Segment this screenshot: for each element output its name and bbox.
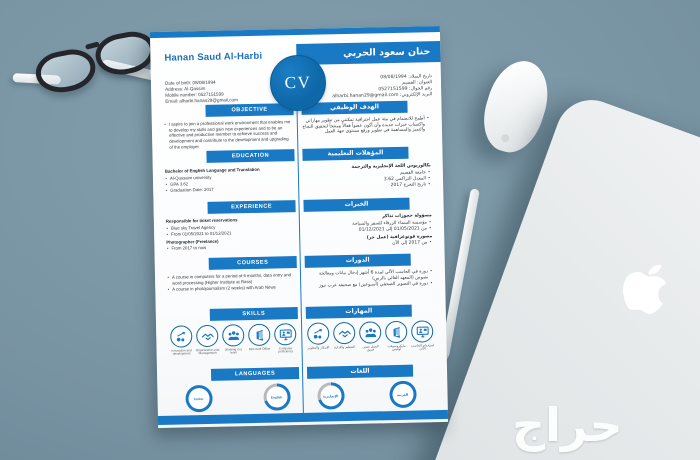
language-label: Arabic (188, 388, 209, 409)
experience-item: • From 2017 to now (166, 244, 294, 252)
experience-block-en (166, 216, 295, 252)
skill-cell (195, 325, 220, 356)
job-title: مسؤولة حجوزات تذاكر (382, 213, 432, 220)
skill-cell (332, 322, 357, 353)
name-band-arabic (296, 41, 440, 65)
haraj-watermark: حراج (512, 398, 623, 452)
skill-cell (273, 323, 298, 354)
cv-monogram-text: CV (284, 72, 312, 93)
language-label: العربية (392, 384, 413, 405)
skill-label: استخدام الحاسب الآلي (410, 342, 435, 351)
monitor-icon (274, 323, 296, 345)
contact-line: Address: Al-Qassim (165, 86, 206, 92)
education-item: • جامعة القصيم (303, 170, 431, 178)
section-header-education-en: EDUCATION (206, 149, 294, 163)
office-icon (248, 324, 270, 346)
education-item: • تاريخ التخرج 2017 (303, 182, 431, 190)
section-header-objective-en: OBJECTIVE (205, 103, 293, 117)
name-arabic: حنان سعود الحربي (342, 46, 431, 60)
skill-cell (306, 322, 331, 353)
section-header-skills-ar: المهارات (306, 305, 412, 319)
section-header-courses-ar: الدورات (305, 254, 411, 268)
language-ring-arabic-ar (389, 381, 417, 409)
contact-line: البريد الإلكتروني: alharbi.hanan29@gmail.com (332, 92, 433, 100)
contact-block-arabic (312, 74, 432, 101)
handshake-icon (333, 322, 355, 344)
office-icon (385, 321, 407, 343)
skill-label: Innovation and development (171, 347, 192, 356)
contact-line: رقم الجوال: 0527151599 (378, 86, 433, 93)
monitor-icon (411, 320, 433, 342)
experience-item: • Blue sky Travel Agency (166, 223, 294, 231)
contact-block-english (165, 78, 275, 105)
contact-line: تاريخ الميلاد: 08/08/1994 (380, 74, 432, 81)
cv-document (150, 26, 448, 428)
objective-item: • أطمح للانضمام في بيئة عمل احترافية تمكنني من تطوير مهاراتي واكتساب خبرات جديدة وأن أكون عضواً فعالاً ومنتجاً لتحقيق النجاح والتميز والمساهمة في تطوير ورفع مستوى جهة العمل (302, 116, 430, 136)
section-header-experience-en: EXPERIENCE (207, 200, 295, 214)
name-english: Hanan Saud Al-Harbi (164, 50, 263, 64)
section-header-skills-en: SKILLS (210, 307, 298, 321)
skill-cell (384, 321, 409, 352)
experience-item: • من 01/05/2021 إلى 01/12/2021 (304, 226, 432, 234)
people-growth-icon (307, 322, 329, 344)
language-ring-english-ar (317, 382, 345, 410)
skill-label: Working in a team (224, 346, 243, 355)
skill-label: Organization and Management (195, 347, 220, 356)
experience-block-ar (304, 213, 433, 249)
contact-line: Email: alharbi.hanan29@gmail.com (165, 97, 238, 105)
education-item: • Graduation Date: 2017 (165, 185, 293, 193)
skill-label: الابتكار والتطوير (307, 344, 330, 350)
language-label: الإنجليزية (320, 385, 341, 406)
eyeglasses (9, 20, 172, 120)
team-icon (359, 321, 381, 343)
experience-item: • From 01/05/2021 to 01/12/2021 (166, 229, 294, 237)
contact-line: Mobile number: 0527151599 (165, 91, 224, 98)
skill-cell (247, 324, 272, 355)
skill-label: التنظيم والإدارة (333, 344, 356, 349)
section-header-experience-ar: الخبرات (303, 198, 409, 212)
education-block-ar (303, 163, 431, 191)
objective-text-ar (302, 116, 430, 136)
skills-row-en (169, 323, 298, 357)
job-title: مصورة فوتوغرافية (عمل حر) (366, 234, 433, 241)
course-item: • A course in photojournalism (2 weeks) with Arab News (167, 284, 295, 292)
degree-title: بكالوريوس اللغة الإنجليزية والترجمة (351, 163, 431, 170)
page-top-strip (150, 26, 440, 38)
course-item: • دورة في التصوير الصحفي (أسبوعين) مع صحيفة عرب نيوز (305, 281, 433, 289)
courses-block-en (167, 272, 295, 293)
education-block-en (165, 166, 293, 194)
contact-line: العنوان: القصيم (402, 80, 433, 86)
education-item: • Al-Qussaim university (165, 173, 293, 181)
job-title: Photographer (Freelance) (166, 238, 219, 245)
skill-label: العمل ضمن فريق (362, 343, 379, 352)
handshake-icon (196, 325, 218, 347)
experience-item: • مؤسسة السماء الزرقاء للسفر والسياحة (304, 220, 432, 228)
experience-item: • من 2017 إلى الآن (304, 241, 432, 249)
objective-text-en (164, 119, 293, 151)
section-header-courses-en: COURSES (209, 256, 297, 270)
section-header-languages-en: LANGUAGES (211, 367, 299, 381)
skill-cell (169, 325, 194, 356)
mouse-logo-mark (500, 133, 510, 143)
eyeglasses-lens-left (32, 45, 99, 97)
language-ring-arabic-en (185, 385, 213, 413)
skills-row-ar (306, 320, 435, 354)
skill-label: Computer proficiency (278, 345, 294, 354)
course-item: • دورة في الحاسب الآلي لمدة 6 أشهر إدخال بيانات ومعالجة نصوص (المعهد العالي بالرس) (305, 269, 433, 283)
page-footer-strip (158, 410, 448, 425)
skill-cell (358, 321, 383, 352)
job-title: Responsible for ticket reservations (165, 217, 238, 224)
section-header-objective-ar: الهدف الوظيفي (301, 101, 407, 115)
skill-label: مايكروسوفت أوفيس (387, 343, 406, 352)
language-label: English (266, 386, 287, 407)
degree-title: Bachelor of English Language and Translation (164, 166, 260, 174)
objective-item: • I aspire to join a professional work environment that enables me to develop my skills and gain new experiences and to be an effective and productive member to achieve success and development and contribute to the development and upgrading of the employer (164, 119, 293, 150)
section-header-languages-ar: اللغات (307, 365, 413, 379)
skill-cell (410, 320, 435, 351)
team-icon (222, 324, 244, 346)
section-header-education-ar: المؤهلات التعليمية (302, 147, 408, 161)
people-growth-icon (170, 325, 192, 347)
education-item: • المعدل التراكمي 3.62 (303, 176, 431, 184)
course-item: • A course in computers for a period of 6 months, data entry and word processing (Higher Institute at Rass) (167, 272, 295, 286)
contact-line: Date of birth: 08/08/1994 (164, 79, 216, 86)
computer-mouse (475, 54, 558, 160)
courses-block-ar (305, 269, 433, 290)
skill-label: Microsoft Office (248, 346, 271, 351)
education-item: • GPA 3.62 (165, 179, 293, 187)
language-ring-english-en (263, 383, 291, 411)
skill-cell (221, 324, 246, 355)
